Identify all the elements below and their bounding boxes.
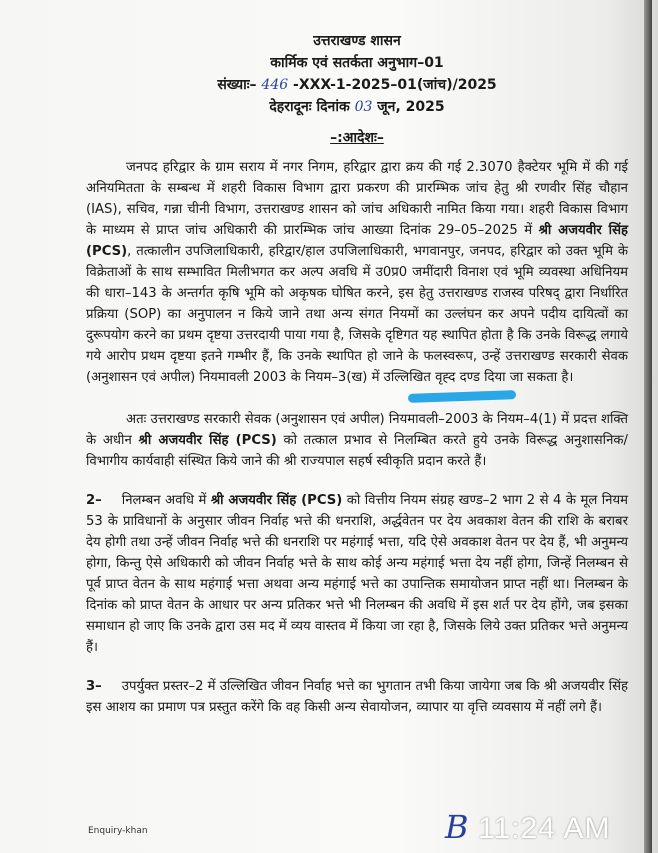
- date-line: देहरादूनः दिनांक 03 जून, 2025: [269, 99, 445, 115]
- paragraph-3: 2– निलम्बन अवधि में श्री अजयवीर सिंह (PCS) को वित्तीय नियम संग्रह खण्ड–2 भाग 2 से 4 के मूल नियम 53 के प्राविधानों के अनुसार जीवन निर्वाह भत्ते की धनराशि, अर्द्धवेतन पर देय अवकाश वेतन की राशि के बराबर देय होगी तथा उन्हें जीवन निर्वाह भत्ते की धनराशि पर महंगाई भत्ता, यदि ऐसे अवकाश वेतन पर देय हैं, भी अनुमन्य होगा, किन्तु ऐसे अधिकारी को जीवन निर्वाह भत्ते के साथ कोई अन्य महंगाई भत्ता देय नहीं होगा, जिन्हें निलम्बन से पूर्व प्राप्त वेतन के साथ महंगाई भत्ता अथवा अन्य महंगाई भत्ते का उपान्तिक समायोजन प्राप्त नहीं था। निलम्बन के दिनांक को प्राप्त वेतन के आधार पर अन्य प्रतिकर भत्ते भी निलम्बन की अवधि में इस शर्त पर देय होंगे, जब इसका समाधान हो जाए कि उनके द्वारा उस मद में व्यय वास्तव में किया जा रहा है, जिसके लिये उक्त प्रतिकर भत्ते अनुमन्य हैं।: [86, 493, 628, 655]
- order-title: –:आदेशः–: [330, 130, 384, 146]
- page-edge: [644, 0, 652, 853]
- highlight-stroke: [408, 390, 516, 403]
- paragraph-2: अतः उत्तराखण्ड सरकारी सेवक (अनुशासन एवं अपील) नियमावली–2003 के नियम–4(1) में प्रदत्त शक्ति के अधीन श्री अजयवीर सिंह (PCS) को तत्काल प्रभाव से निलम्बित करते हुये उनके विरूद्ध अनुशासनिक/विभागीय कार्यवाही संस्थित किये जाने की श्री राज्यपाल सहर्ष स्वीकृति प्रदान करते हैं।: [86, 412, 628, 469]
- department-name: कार्मिक एवं सतर्कता अनुभाग–01: [270, 55, 444, 71]
- government-name: उत्तराखण्ड शासन: [313, 33, 401, 49]
- reference-number: संख्याः– 446 -XXX-1-2025–01(जांच)/2025: [217, 77, 497, 93]
- handwritten-date: 03: [354, 99, 373, 115]
- timestamp-overlay: 11:24 AM: [478, 812, 611, 845]
- document-page: [86, 30, 628, 718]
- handwritten-number: 446: [261, 77, 289, 93]
- letterhead: [86, 30, 628, 118]
- signature: B: [445, 808, 469, 846]
- paragraph-4: 3– उपर्युक्त प्रस्तर–2 में उल्लिखित जीवन निर्वाह भत्ते का भुगतान तभी किया जायेगा जब कि श्री अजयवीर सिंह इस आशय का प्रमाण पत्र प्रस्तुत करेंगे कि वह किसी अन्य सेवायोजन, व्यापार या वृत्ति व्यवसाय में नहीं लगे हैं।: [86, 679, 628, 715]
- paragraph-1: जनपद हरिद्वार के ग्राम सराय में नगर निगम, हरिद्वार द्वारा क्रय की गई 2.3070 हैक्टेयर भूमि में की गई अनियमितता के सम्बन्ध में शहरी विकास विभाग द्वारा प्रकरण की प्रारम्भिक जांच हेतु श्री रणवीर सिंह चौहान (IAS), सचिव, गन्ना चीनी विभाग, उत्तराखण्ड शासन को जांच अधिकारी नामित किया गया। शहरी विकास विभाग के माध्यम से प्राप्त जांच अधिकारी की प्रारम्भिक जांच आख्या दिनांक 29–05–2025 में श्री अजयवीर सिंह (PCS), तत्कालीन उपजिलाधिकारी, हरिद्वार/हाल उपजिलाधिकारी, भगवानपुर, जनपद, हरिद्वार को उक्त भूमि के विक्रेताओं के साथ सम्भावित मिलीभगत कर अल्प अवधि में उ0प्र0 जमींदारी विनाश एवं भूमि व्यवस्था अधिनियम की धारा–143 के अन्तर्गत कृषि भूमि को अकृषक घोषित करने, इस हेतु उत्तराखण्ड राजस्व परिषद् द्वारा निर्धारित प्रक्रिया (SOP) का अनुपालन न किये जाने तथा अन्य संगत नियमों का उल्लंघन कर अपने पदीय दायित्वों का दुरूपयोग करने का प्रथम दृष्टया उत्तरदायी पाया गया है, जिसके दृष्टिगत यह स्थापित होता है कि उनके विरूद्ध लगाये गये आरोप प्रथम दृष्टया इतने गम्भीर हैं, कि उनके स्थापित हो जाने के फलस्वरूप, उन्हें उत्तराखण्ड सरकारी सेवक (अनुशासन एवं अपील) नियमावली 2003 के नियम–3(ख) में उल्लिखित वृह्द दण्ड दिया जा सकता है।: [86, 160, 628, 385]
- footer-note: Enquiry-khan: [88, 826, 148, 836]
- highlight-row: [86, 392, 628, 401]
